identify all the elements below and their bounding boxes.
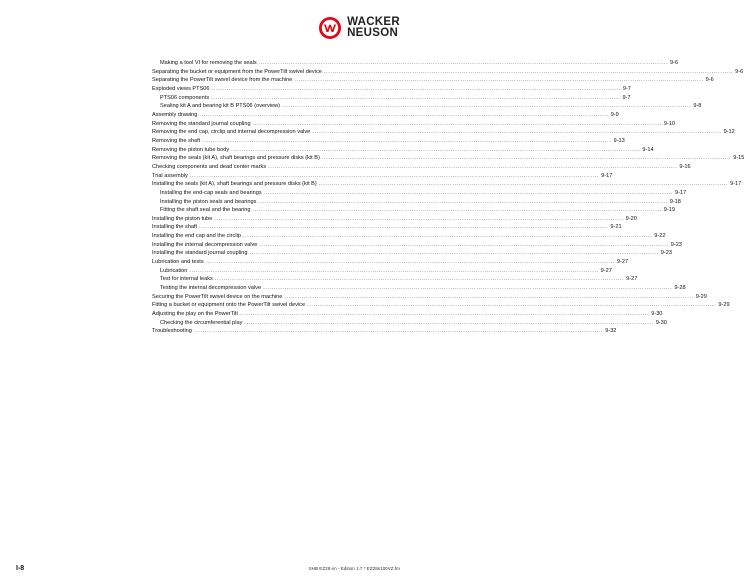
toc-entry[interactable] (152, 301, 730, 310)
toc-entry[interactable] (152, 76, 714, 85)
toc-entry[interactable] (152, 137, 625, 146)
toc-entry-page: 9-17 (730, 181, 742, 188)
toc-entry[interactable] (152, 68, 744, 77)
toc-entry-title: Sealing kit A and bearing kit B PTS06 (overview) (160, 103, 281, 110)
toc-leader-dots (319, 180, 728, 189)
toc-entry-page: 9-17 (601, 172, 613, 179)
toc-leader-dots (243, 232, 652, 241)
toc-entry[interactable] (152, 102, 702, 111)
toc-entry[interactable] (152, 310, 663, 319)
toc-entry-page: 9-7 (622, 94, 631, 101)
document-reference: SHB EZ28 en - Edition 1.7 * EZ28s100VZ.fm (308, 566, 400, 571)
page-number: I-8 (16, 565, 25, 572)
toc-entry-title: Exploded views PTS06 (152, 85, 210, 92)
toc-entry-title: Installing the internal decompression valve (152, 241, 258, 248)
toc-entry[interactable] (152, 327, 617, 336)
toc-leader-dots (258, 198, 667, 207)
toc-leader-dots (259, 241, 668, 250)
toc-entry-page: 9-6 (735, 68, 744, 75)
toc-entry-title: Separating the bucket or equipment from the PowerTilt swivel device (152, 68, 322, 75)
toc-entry-title: Fitting a bucket or equipment onto the PowerTilt swivel device (152, 302, 306, 309)
toc-leader-dots (190, 172, 599, 181)
toc-leader-dots (206, 258, 615, 267)
toc-entry-title: Installing the shaft (152, 224, 198, 231)
toc-entry[interactable] (152, 206, 675, 215)
toc-leader-dots (231, 146, 640, 155)
toc-entry[interactable] (152, 59, 679, 68)
toc-entry[interactable] (152, 284, 686, 293)
toc-leader-dots (199, 223, 608, 232)
toc-entry-title: Trial assembly (152, 172, 188, 179)
toc-entry-page: 9-18 (669, 198, 681, 205)
toc-leader-dots (294, 76, 703, 85)
toc-entry-page: 9-20 (625, 215, 637, 222)
toc-leader-dots (202, 137, 611, 146)
toc-entry-title: Troubleshooting (152, 328, 192, 335)
toc-entry-page: 9-6 (670, 60, 679, 66)
toc-entry-page: 9-29 (695, 293, 707, 300)
toc-entry-page: 9-17 (674, 189, 687, 196)
toc-entry[interactable] (152, 198, 681, 207)
toc-entry[interactable] (152, 258, 629, 267)
toc-entry-page: 9-8 (693, 103, 702, 110)
toc-entry-title: Installing the seals (kit A), shaft bearings and pressure disks (kit B) (152, 181, 317, 188)
toc-entry[interactable] (152, 94, 631, 103)
toc-entry-page: 9-21 (610, 224, 622, 231)
toc-entry-page: 9-14 (642, 146, 654, 153)
brand-line-2: NEUSON (347, 27, 399, 39)
toc-entry[interactable] (152, 163, 691, 172)
toc-entry-page: 9-27 (600, 267, 612, 274)
toc-leader-dots (199, 111, 608, 120)
toc-entry-title: Testing the internal decompression valve (160, 285, 262, 292)
toc-entry-page: 9-7 (622, 85, 631, 92)
toc-entry-title: Installing the piston tube (152, 215, 213, 222)
toc-entry-page: 9-29 (718, 302, 730, 309)
toc-leader-dots (282, 102, 691, 111)
toc-entry[interactable] (152, 223, 622, 232)
wacker-neuson-logo-icon (318, 16, 342, 40)
toc-entry-page: 9-10 (663, 120, 676, 127)
toc-entry-page: 9-19 (663, 207, 675, 214)
toc-entry-title: Installing the standard journal coupling (152, 250, 248, 257)
toc-leader-dots (249, 249, 658, 258)
toc-entry[interactable] (152, 215, 637, 224)
toc-entry-title: Removing the seals (kit A), shaft bearings and pressure disks (kit B) (152, 155, 320, 162)
toc-entry-title: Removing the standard journal coupling (152, 120, 251, 127)
toc-leader-dots (194, 327, 603, 336)
toc-leader-dots (211, 94, 620, 103)
toc-leader-dots (253, 206, 662, 215)
toc-leader-dots (253, 120, 662, 129)
toc-entry-title: Adjusting the play on the PowerTilt (152, 311, 238, 318)
brand-wordmark (347, 17, 400, 39)
toc-entry-page: 9-13 (613, 137, 625, 144)
brand-line-1: WACKER (347, 16, 400, 28)
toc-leader-dots (212, 85, 621, 94)
toc-entry-title: Removing the end cap, circlip and internal decompression valve (152, 129, 311, 136)
toc-entry-page: 9-28 (674, 285, 686, 292)
toc-entry-title: Checking the circumferential play (160, 319, 243, 326)
toc-entry-title: PTS06 components (160, 94, 210, 101)
toc-leader-dots (284, 293, 693, 302)
toc-entry-title: Lubrication and tests (152, 259, 204, 266)
toc-entry[interactable] (152, 267, 612, 276)
toc-entry-page: 9-16 (679, 163, 691, 170)
toc-entry-title: Installing the end cap and the circlip (152, 233, 241, 240)
toc-entry-title: Test for internal leaks (160, 276, 213, 283)
toc-leader-dots (244, 319, 653, 328)
toc-entry[interactable] (152, 120, 676, 129)
toc-entry-title: Removing the shaft (152, 137, 201, 144)
table-of-contents (152, 59, 744, 336)
toc-entry-page: 9-30 (651, 311, 663, 318)
toc-entry[interactable] (152, 241, 682, 250)
toc-leader-dots (322, 154, 731, 163)
brand-logo (318, 14, 400, 42)
toc-entry-title: Removing the piston tube body (152, 146, 230, 153)
toc-entry[interactable] (152, 319, 667, 328)
toc-leader-dots (324, 68, 733, 77)
toc-leader-dots (189, 267, 598, 276)
toc-leader-dots (307, 301, 716, 310)
toc-entry-page: 9-23 (670, 241, 682, 248)
toc-leader-dots (240, 310, 649, 319)
toc-leader-dots (268, 163, 677, 172)
toc-entry[interactable] (152, 128, 735, 137)
toc-entry-title: Separating the PowerTilt swivel device from the machine (152, 77, 293, 84)
toc-entry-page: 9-22 (654, 233, 666, 240)
toc-entry-page: 9-12 (723, 129, 735, 136)
toc-entry[interactable] (152, 85, 631, 94)
toc-entry-page: 9-15 (733, 155, 744, 162)
toc-leader-dots (312, 128, 721, 137)
toc-entry-title: Installing the end-cap seals and bearings (160, 189, 262, 196)
toc-entry[interactable] (152, 275, 638, 284)
toc-entry-page: 9-30 (655, 319, 667, 326)
toc-leader-dots (264, 189, 673, 198)
toc-entry-page: 9-6 (705, 77, 714, 84)
toc-entry-title: Assembly drawing (152, 111, 198, 118)
toc-entry[interactable] (152, 232, 666, 241)
toc-leader-dots (215, 275, 624, 284)
toc-entry-page: 9-27 (626, 276, 638, 283)
toc-entry-title: Lubrication (160, 267, 188, 274)
toc-entry-page: 9-9 (610, 111, 619, 118)
toc-leader-dots (263, 284, 672, 293)
toc-entry-title: Fitting the shaft seal and the bearing (160, 207, 251, 214)
toc-entry[interactable] (152, 189, 687, 198)
toc-entry[interactable] (152, 249, 672, 258)
toc-entry-title: Checking components and dead center marks (152, 163, 267, 170)
toc-entry[interactable] (152, 180, 742, 189)
toc-entry[interactable] (152, 146, 654, 155)
toc-leader-dots (214, 215, 623, 224)
toc-entry[interactable] (152, 293, 707, 302)
toc-leader-dots (259, 59, 668, 68)
toc-entry-title: Making a tool VI for removing the seals (160, 60, 257, 66)
toc-entry[interactable] (152, 172, 613, 181)
toc-entry-title: Securing the PowerTilt swivel device on the machine (152, 293, 283, 300)
toc-entry-title: Installing the piston seals and bearings (160, 198, 257, 205)
toc-entry-page: 9-32 (605, 328, 617, 335)
toc-entry[interactable] (152, 111, 619, 120)
toc-entry-page: 9-23 (660, 250, 672, 257)
toc-entry-page: 9-27 (616, 259, 629, 266)
toc-entry[interactable] (152, 154, 744, 163)
